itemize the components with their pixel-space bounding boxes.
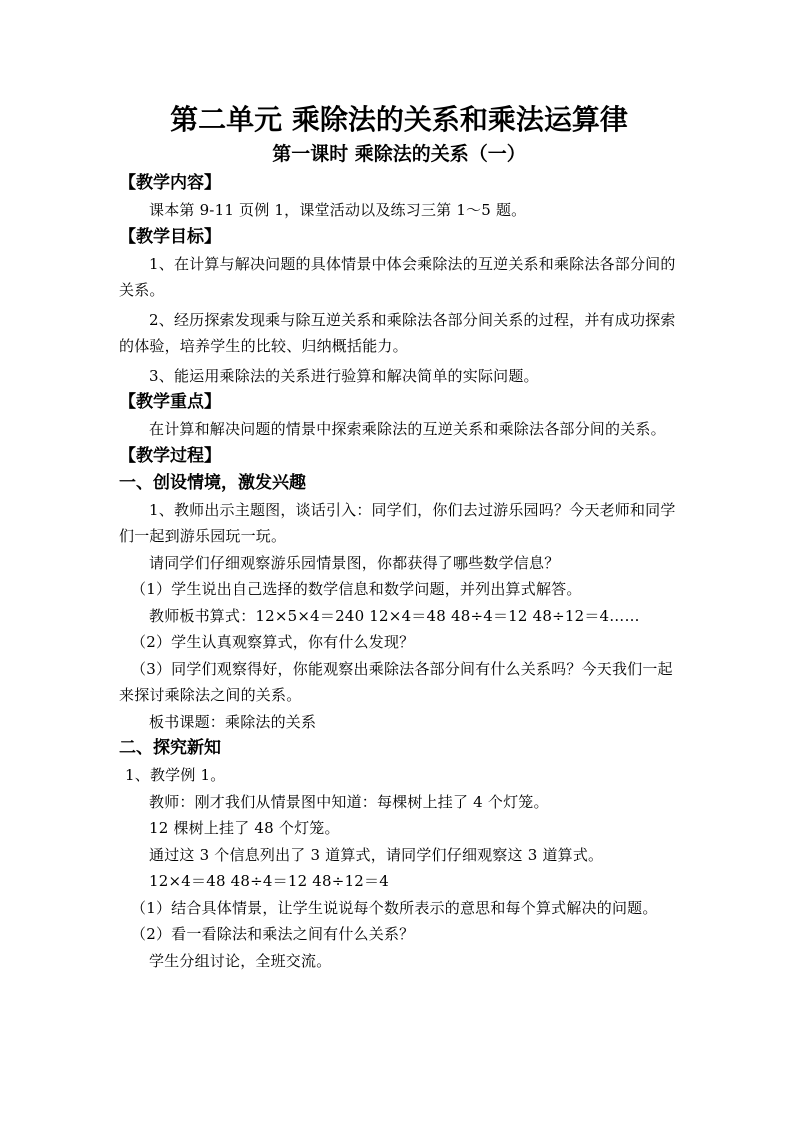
process-paragraph-5: （2）学生认真观察算式，你有什么发现？ [131, 633, 415, 651]
example-paragraph-1: 教师：刚才我们从情景图中知道：每棵树上挂了 4 个灯笼。 [149, 792, 549, 811]
section-heading-goals: 【教学目标】 [119, 226, 221, 247]
section-heading-focus: 【教学重点】 [119, 392, 221, 412]
board-title: 板书课题：乘除法的关系 [149, 712, 317, 731]
process-paragraph-3: （1）学生说出自己选择的数学信息和数学问题，并列出算式解答。 [131, 580, 582, 598]
part-heading-1: 一、创设情境，激发兴趣 [119, 472, 306, 493]
unit-title: 第二单元 乘除法的关系和乘法运算律 [170, 103, 628, 136]
example-paragraph-5: （2）看一看除法和乘法之间有什么关系？ [131, 925, 415, 943]
process-paragraph-6: （3）同学们观察得好，你能观察出乘除法各部分间有什么关系吗？今天我们一起来探讨乘除法之间的关系。 [119, 659, 673, 704]
goal-item-1: 1、在计算与解决问题的具体情景中体会乘除法的互逆关系和乘除法各部分间的关系。 [119, 254, 676, 299]
example-paragraph-2: 12 棵树上挂了 48 个灯笼。 [149, 819, 340, 837]
example-equations: 12×4＝48 48÷4＝12 48÷12＝4 [149, 872, 389, 890]
process-paragraph-1: 1、教师出示主题图，谈话引入：同学们，你们去过游乐园吗？今天老师和同学们一起到游乐园玩一玩。 [119, 500, 676, 545]
section-heading-content: 【教学内容】 [119, 173, 221, 193]
process-paragraph-2: 请同学们仔细观察游乐园情景图，你都获得了哪些数学信息？ [149, 553, 560, 572]
example-paragraph-6: 学生分组讨论，全班交流。 [149, 951, 332, 970]
lesson-subtitle: 第一课时 乘除法的关系（一） [272, 143, 526, 165]
focus-paragraph: 在计算和解决问题的情景中探索乘除法的互逆关系和乘除法各部分间的关系。 [149, 420, 666, 438]
content-paragraph: 课本第 9-11 页例 1，课堂活动以及练习三第 1～5 题。 [149, 201, 527, 219]
document-body [119, 100, 679, 974]
goal-item-3: 3、能运用乘除法的关系进行验算和解决简单的实际问题。 [149, 366, 539, 385]
goal-item-2: 2、经历探索发现乘与除互逆关系和乘除法各部分间关系的过程，并有成功探索的体验，培养学生的比较、归纳概括能力。 [119, 310, 676, 355]
section-heading-process: 【教学过程】 [119, 445, 221, 466]
board-equations: 教师板书算式：12×5×4＝240 12×4＝48 48÷4＝12 48÷12＝4…… [149, 606, 640, 625]
example-heading: 1、教学例 1。 [125, 766, 226, 784]
example-paragraph-4: （1）结合具体情景，让学生说说每个数所表示的意思和每个算式解决的问题。 [131, 898, 658, 917]
example-paragraph-3: 通过这 3 个信息列出了 3 道算式，请同学们仔细观察这 3 道算式。 [149, 845, 604, 864]
part-heading-2: 二、探究新知 [119, 738, 221, 758]
